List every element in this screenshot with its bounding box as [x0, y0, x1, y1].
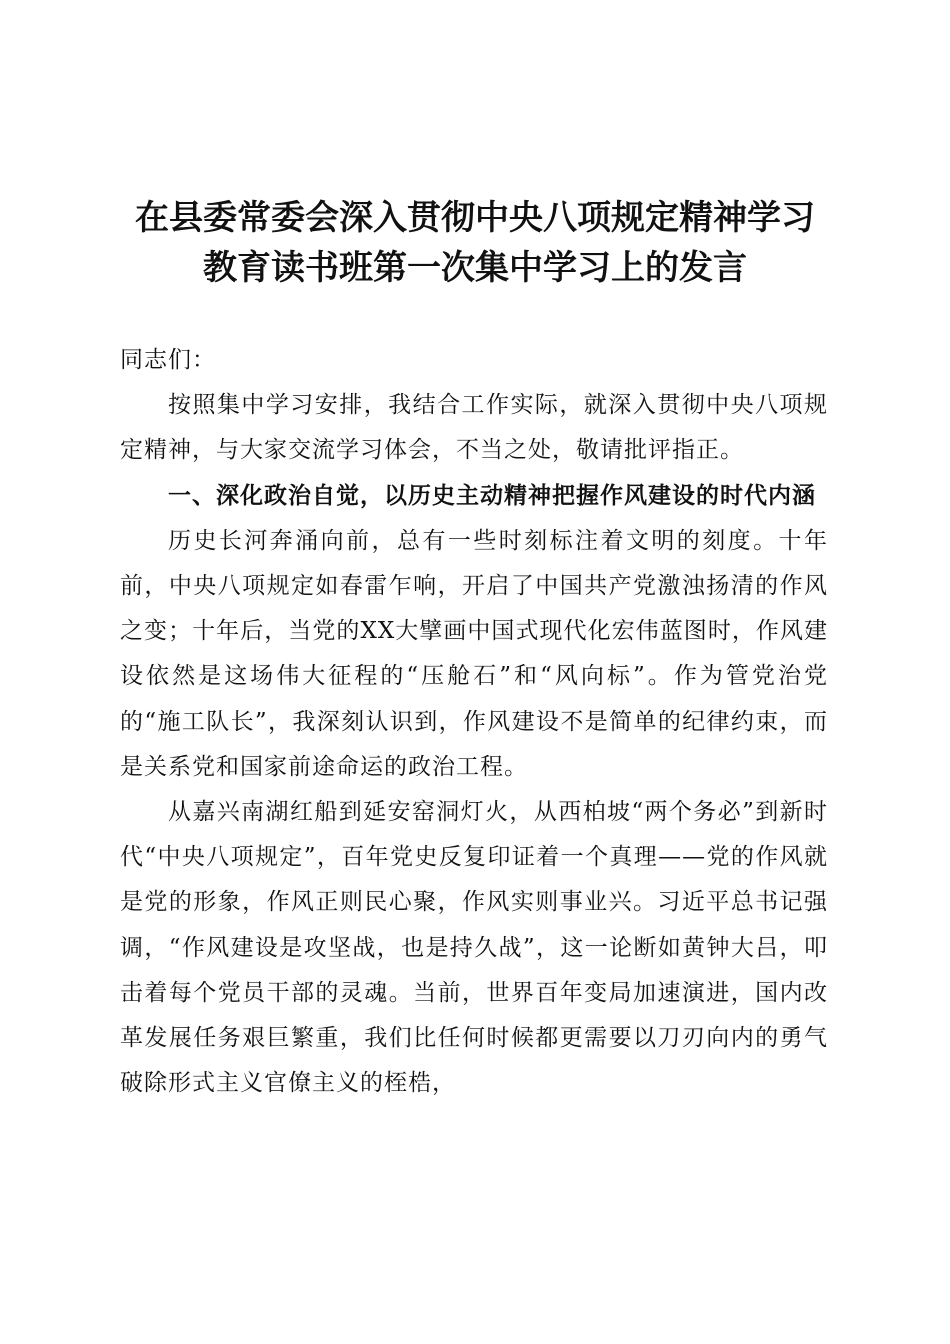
title-line-1: 在县委常委会深入贯彻中央八项规定精神学习: [135, 198, 815, 238]
document-body: [120, 338, 828, 1106]
section-heading-1: 一、深化政治自觉，以历史主动精神把握作风建设的时代内涵: [168, 482, 816, 509]
title-line-2: 教育读书班第一次集中学习上的发言: [203, 248, 747, 288]
body-paragraph-1: 历史长河奔涌向前，总有一些时刻标注着文明的刻度。十年前，中央八项规定如春雷乍响，开启了中国共产党激浊扬清的作风之变；十年后，当党的XX大擘画中国式现代化宏伟蓝图时，作风建设依然是这场伟大征程的“压舱石”和“风向标”。作为管党治党的“施工队长”，我深刻认识到，作风建设不是简单的纪律约束，而是关系党和国家前途命运的政治工程。: [120, 527, 828, 780]
document-title: [100, 193, 850, 293]
body-paragraph-2: 从嘉兴南湖红船到延安窑洞灯火，从西柏坡“两个务必”到新时代“中央八项规定”，百年党史反复印证着一个真理——党的作风就是党的形象，作风正则民心聚，作风实则事业兴。习近平总书记强调，“作风建设是攻坚战，也是持久战”，这一论断如黄钟大吕，叩击着每个党员干部的灵魂。当前，世界百年变局加速演进，国内改革发展任务艰巨繁重，我们比任何时候都更需要以刀刃向内的勇气破除形式主义官僚主义的桎梏，: [120, 799, 828, 1097]
intro-paragraph: 按照集中学习安排，我结合工作实际，就深入贯彻中央八项规定精神，与大家交流学习体会，不当之处，敬请批评指正。: [120, 392, 828, 464]
salutation: 同志们：: [120, 347, 216, 373]
